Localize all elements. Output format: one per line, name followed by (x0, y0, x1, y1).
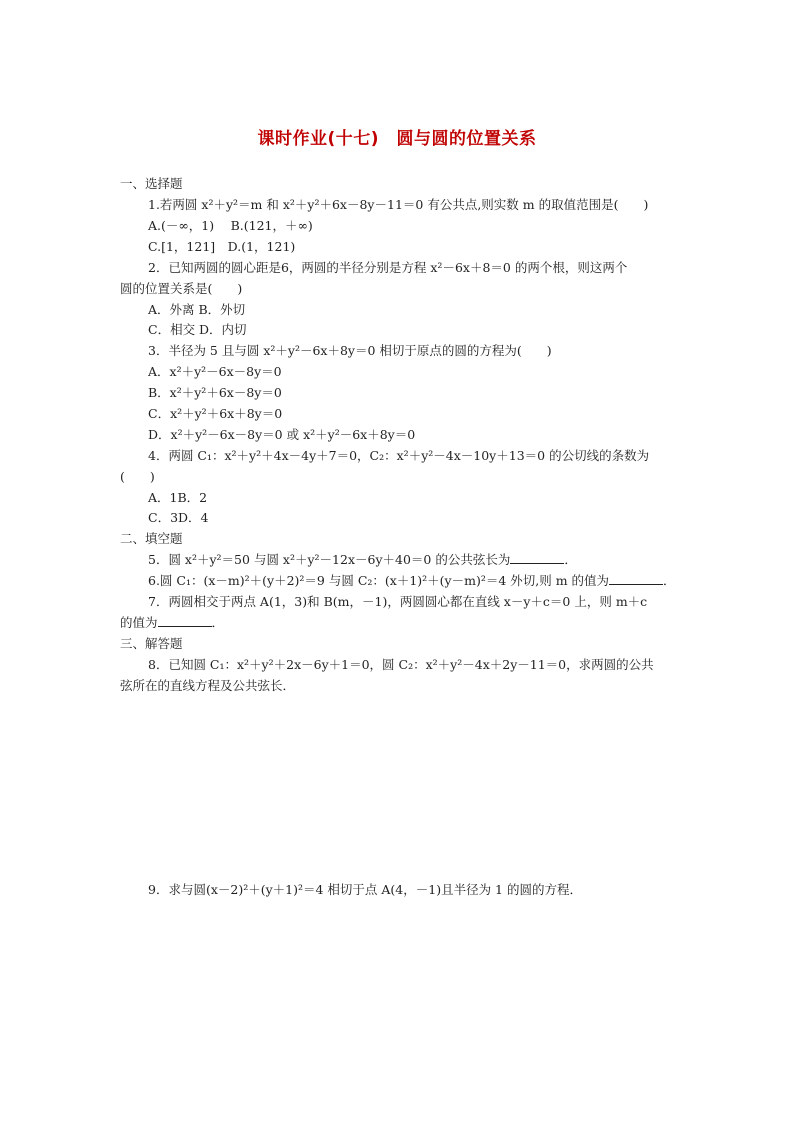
question-4-options-cd: C．3D．4 (148, 510, 209, 525)
question-7-line2 (120, 615, 680, 631)
question-8-line1: 8．已知圆 C₁：x²＋y²＋2x－6y＋1＝0，圆 C₂：x²＋y²－4x＋2y－11＝0，求两圆的公共 (148, 657, 654, 672)
question-3-option-d: D．x²＋y²－6x－8y＝0 或 x²＋y²－6x＋8y＝0 (148, 427, 416, 442)
answer-blank-5[interactable] (510, 552, 564, 564)
question-1-options-ab: A.(－∞，1) B.(121，＋∞) (148, 218, 313, 233)
question-5-end: ． (564, 552, 577, 567)
section-heading-answer: 三、解答题 (120, 636, 183, 651)
question-5 (148, 552, 708, 568)
question-4-options-ab: A．1B．2 (148, 490, 208, 505)
question-7-text: 的值为 (120, 615, 158, 630)
question-4-line2: ( ) (120, 469, 155, 484)
question-3-option-c: C．x²＋y²＋6x＋8y＝0 (148, 406, 283, 421)
question-5-text: 5．圆 x²＋y²＝50 与圆 x²＋y²－12x－6y＋40＝0 的公共弦长为 (148, 552, 511, 567)
question-1 (148, 197, 708, 213)
question-7-line1: 7．两圆相交于两点 A(1，3)和 B(m，－1)，两圆圆心都在直线 x－y＋c＝0 上，则 m＋c (148, 594, 648, 609)
question-3-option-b: B．x²＋y²＋6x－8y＝0 (148, 385, 282, 400)
answer-blank-6[interactable] (609, 573, 663, 585)
question-9: 9．求与圆(x－2)²＋(y＋1)²＝4 相切于点 A(4，－1)且半径为 1 的圆的方程． (148, 882, 582, 897)
question-2-line1: 2．已知两圆的圆心距是6，两圆的半径分别是方程 x²－6x＋8＝0 的两个根，则这两个 (148, 260, 628, 275)
question-3-option-a: A．x²＋y²－6x－8y＝0 (148, 364, 282, 379)
section-heading-choice: 一、选择题 (120, 176, 183, 191)
question-3: 3．半径为 5 且与圆 x²＋y²－6x＋8y＝0 相切于原点的圆的方程为( ) (148, 343, 552, 358)
question-2-options-ab: A．外离 B．外切 (148, 302, 246, 317)
question-2-options-cd: C．相交 D．内切 (148, 322, 247, 337)
question-4-line1: 4．两圆 C₁：x²＋y²＋4x－4y＋7＝0，C₂：x²＋y²－4x－10y＋13＝0 的公切线的条数为 (148, 448, 650, 463)
question-1-tail: 有公共点,则实数 m 的取值范围是( ) (427, 197, 649, 212)
question-8-line2: 弦所在的直线方程及公共弦长． (120, 678, 296, 693)
question-1-options-cd: C.[1，121] D.(1，121) (148, 239, 296, 254)
question-7-end: ． (211, 615, 225, 630)
answer-blank-7[interactable] (158, 615, 212, 627)
section-heading-fill: 二、填空题 (120, 531, 183, 546)
question-6-end: ． (663, 573, 676, 588)
question-6 (148, 573, 708, 589)
question-6-text: 6.圆 C₁：(x－m)²＋(y＋2)²＝9 与圆 C₂：(x＋1)²＋(y－m)²＝4 外切,则 m 的值为 (148, 573, 610, 588)
question-1-equations: x²＋y²＝m 和 x²＋y²＋6x－8y－11＝0 (201, 197, 428, 212)
question-1-lead: 1.若两圆 (148, 197, 202, 212)
page-title: 课时作业(十七) 圆与圆的位置关系 (257, 129, 537, 149)
question-2-line2: 圆的位置关系是( ) (120, 281, 243, 296)
